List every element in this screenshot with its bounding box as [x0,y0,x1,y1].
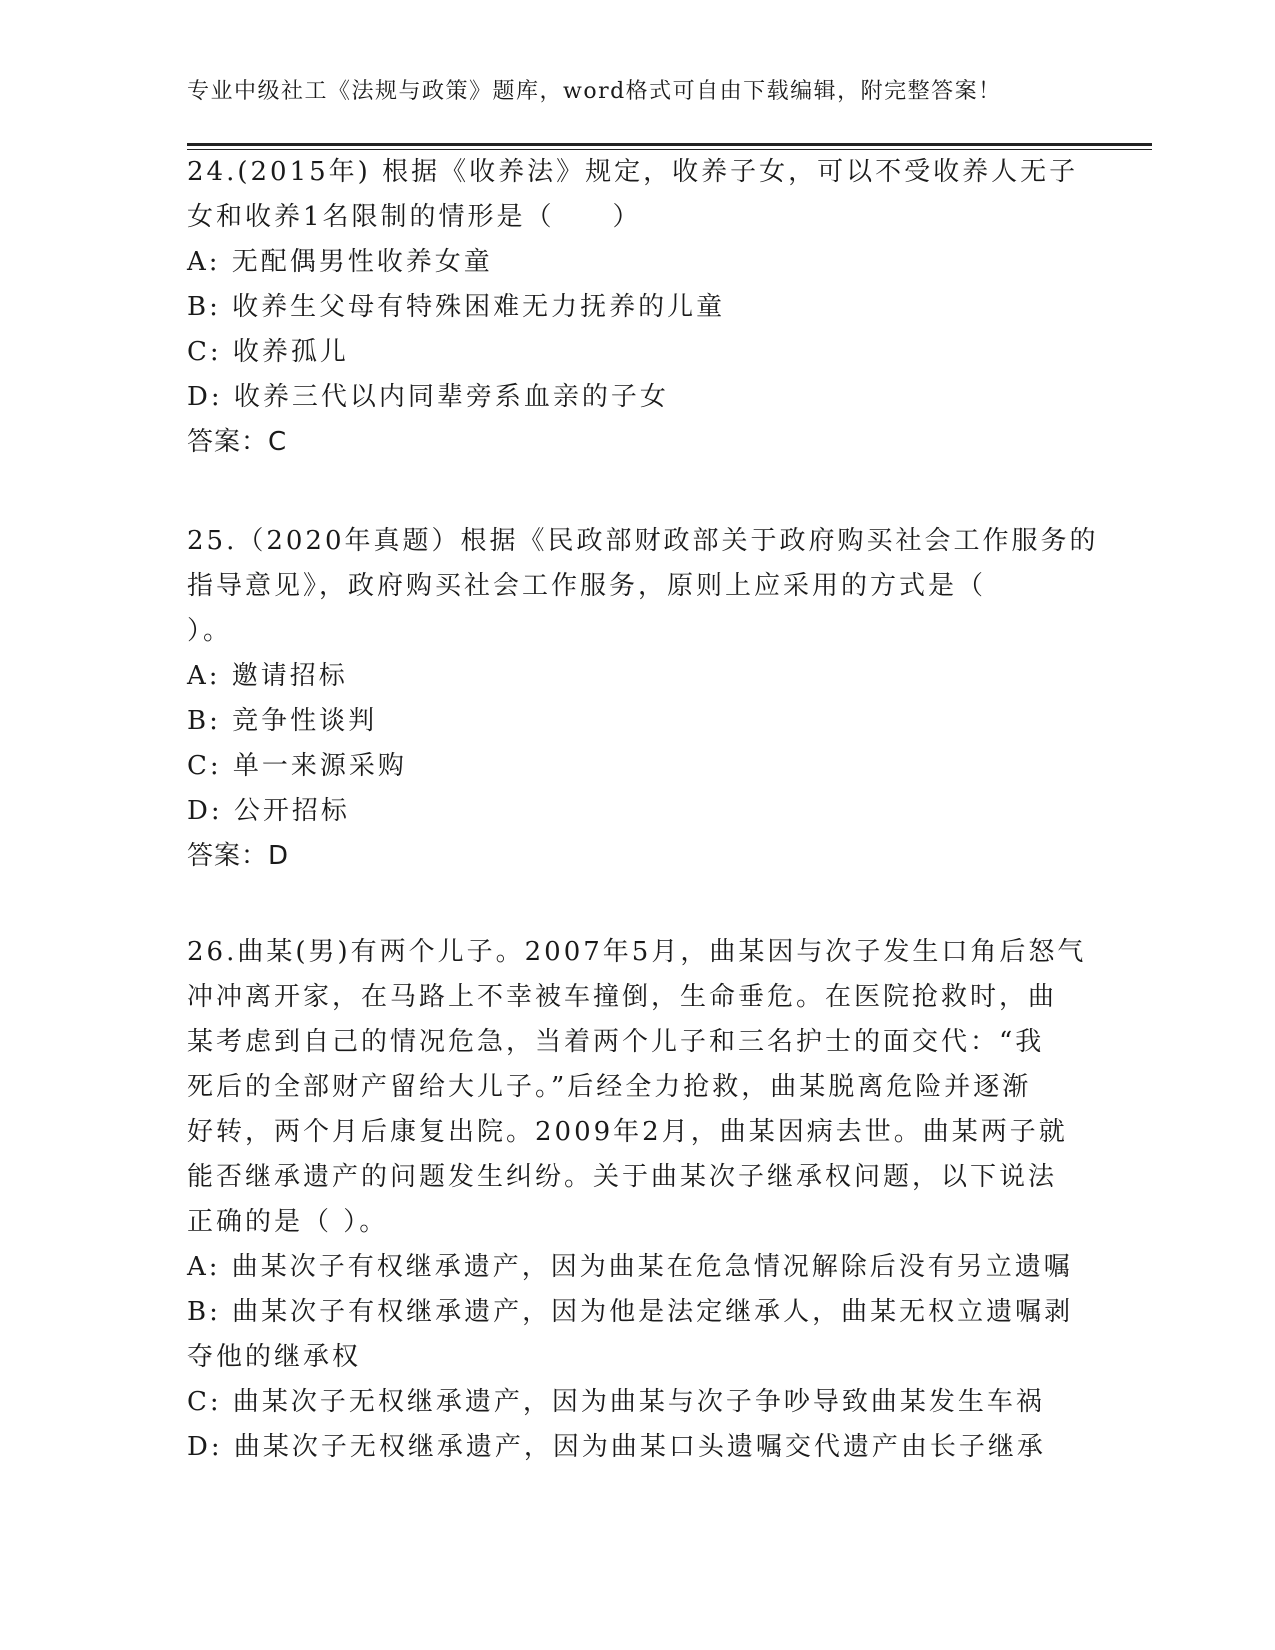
option-b: B: 收养生父母有特殊困难无力抚养的儿童 [187,292,726,322]
option-c: C: 单一来源采购 [187,751,407,781]
option-c: C: 收养孤儿 [187,337,349,367]
question-26 [187,930,1087,1470]
option-b-continued: 夺他的继承权 [187,1342,362,1372]
header-rule-thick [187,143,1152,146]
option-b: B: 曲某次子有权继承遗产，因为他是法定继承人，曲某无权立遗嘱剥 [187,1297,1074,1327]
answer: 答案：C [187,427,288,457]
option-d: D: 收养三代以内同辈旁系血亲的子女 [187,382,669,412]
question-stem-line: 24.(2015年) 根据《收养法》规定，收养子女，可以不受收养人无子 [187,157,1079,187]
question-stem-line: 死后的全部财产留给大儿子。”后经全力抢救，曲某脱离危险并逐渐 [187,1072,1032,1102]
question-25 [187,519,1099,879]
option-a: A: 邀请招标 [187,661,348,691]
question-stem-line: 冲冲离开家，在马路上不幸被车撞倒，生命垂危。在医院抢救时，曲 [187,982,1058,1012]
question-stem-line: 26.曲某(男)有两个儿子。2007年5月，曲某因与次子发生口角后怒气 [187,937,1087,967]
answer: 答案：D [187,841,290,871]
question-stem-line: 25.（2020年真题）根据《民政部财政部关于政府购买社会工作服务的 [187,526,1099,556]
question-stem-line: 女和收养1名限制的情形是（ ） [187,202,642,232]
question-24 [187,150,1087,465]
question-stem-line: 指导意见》，政府购买社会工作服务，原则上应采用的方式是（ [187,571,987,601]
option-b: B: 竞争性谈判 [187,706,378,736]
question-stem-line: 能否继承遗产的问题发生纠纷。关于曲某次子继承权问题，以下说法 [187,1162,1058,1192]
option-c: C: 曲某次子无权继承遗产，因为曲某与次子争吵导致曲某发生车祸 [187,1387,1045,1417]
option-a: A: 曲某次子有权继承遗产，因为曲某在危急情况解除后没有另立遗嘱 [187,1252,1073,1282]
question-stem-line: ）。 [187,616,233,646]
option-d: D: 公开招标 [187,796,350,826]
option-d: D: 曲某次子无权继承遗产，因为曲某口头遗嘱交代遗产由长子继承 [187,1432,1046,1462]
page-header: 专业中级社工《法规与政策》题库，word格式可自由下载编辑，附完整答案！ [187,79,1002,104]
question-stem-line: 正确的是（ ）。 [187,1207,389,1237]
option-a: A: 无配偶男性收养女童 [187,247,493,277]
question-stem-line: 好转，两个月后康复出院。2009年2月，曲某因病去世。曲某两子就 [187,1117,1068,1147]
question-stem-line: 某考虑到自己的情况危急，当着两个儿子和三名护士的面交代：“我 [187,1027,1045,1057]
